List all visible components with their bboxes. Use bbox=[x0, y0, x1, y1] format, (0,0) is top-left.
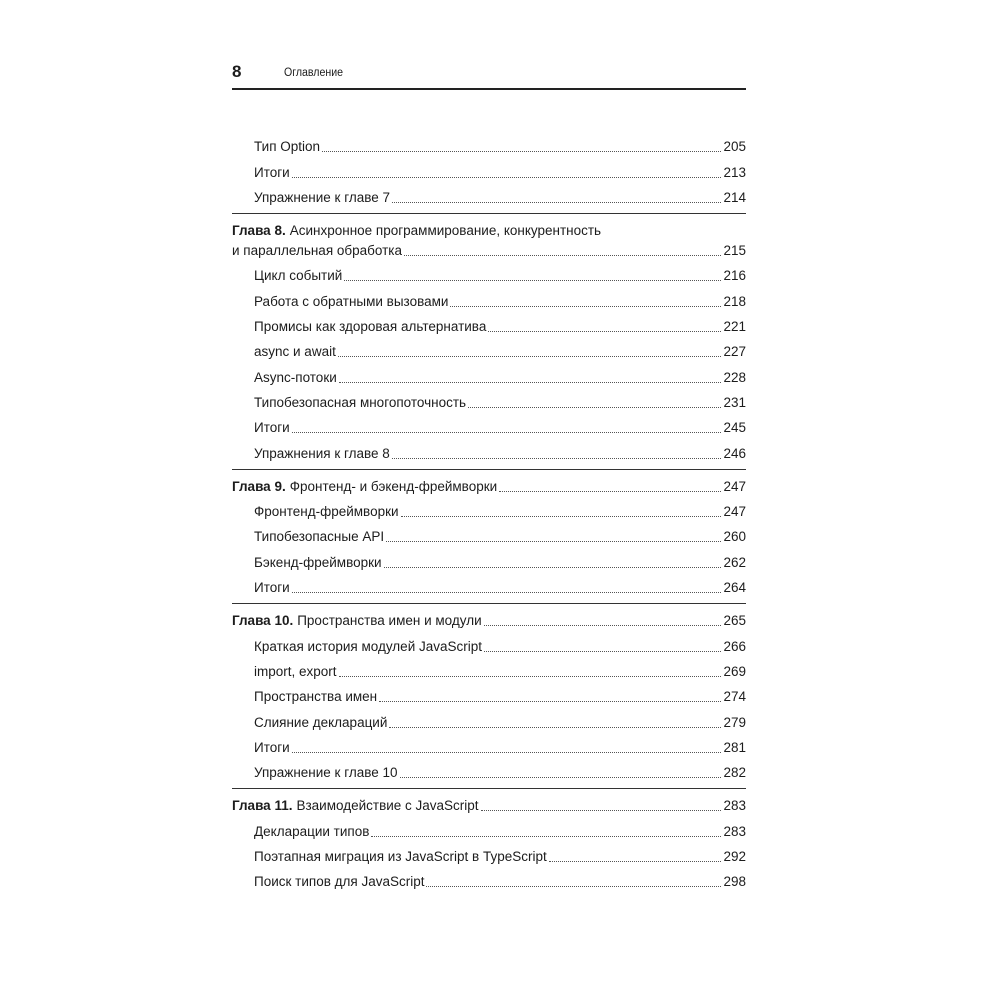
toc-entry-title: Декларации типов bbox=[254, 823, 370, 839]
dot-leader bbox=[404, 255, 721, 256]
dot-leader bbox=[344, 280, 721, 281]
toc-entry bbox=[232, 655, 746, 680]
page-number: 8 bbox=[232, 62, 242, 81]
running-title: Оглавление bbox=[284, 67, 343, 79]
chapter-heading-text bbox=[232, 613, 482, 629]
toc-entry-title: Тип Option bbox=[254, 139, 321, 155]
toc-entry-page: 260 bbox=[723, 529, 746, 545]
dot-leader bbox=[468, 407, 721, 408]
toc-entry-title: Слияние деклараций bbox=[254, 714, 388, 730]
toc-entry-title: Типобезопасные API bbox=[254, 529, 385, 545]
toc-entry-title: Фронтенд-фреймворки bbox=[254, 504, 399, 520]
dot-leader bbox=[392, 458, 722, 459]
toc-entry-title: Типобезопасная многопоточность bbox=[254, 394, 467, 410]
chapter-title: Асинхронное программирование, конкурентность bbox=[289, 223, 602, 239]
dot-leader bbox=[338, 356, 722, 357]
toc-entry-page: 262 bbox=[723, 554, 746, 570]
toc-entry-page: 228 bbox=[723, 369, 746, 385]
toc-entry-title: Поэтапная миграция из JavaScript в TypeScript bbox=[254, 849, 547, 865]
toc-entry bbox=[232, 840, 746, 865]
toc-entry-page: 264 bbox=[723, 580, 746, 596]
toc-entry-page: 221 bbox=[723, 319, 746, 335]
chapter-page: 283 bbox=[723, 798, 746, 814]
dot-leader bbox=[389, 727, 721, 728]
chapter-page: 215 bbox=[723, 243, 746, 259]
dot-leader bbox=[386, 541, 721, 542]
toc-entry-title: Упражнения к главе 8 bbox=[254, 445, 390, 461]
toc-entry-title: Бэкенд-фреймворки bbox=[254, 554, 382, 570]
dot-leader bbox=[371, 836, 721, 837]
toc-entry bbox=[232, 259, 746, 284]
toc-entry-title: Итоги bbox=[254, 739, 290, 755]
toc-entry-page: 283 bbox=[723, 823, 746, 839]
toc-entry-title: Пространства имен bbox=[254, 689, 378, 705]
chapter-label: Глава 9. bbox=[232, 478, 286, 494]
page-header bbox=[232, 60, 746, 90]
toc-entry bbox=[232, 386, 746, 411]
chapter-title-continued: и параллельная обработка bbox=[232, 243, 402, 259]
chapter-page: 247 bbox=[723, 478, 746, 494]
toc-entry bbox=[232, 731, 746, 756]
toc-entry bbox=[232, 571, 746, 596]
toc-entry bbox=[232, 495, 746, 520]
chapter-heading bbox=[232, 604, 746, 629]
dot-leader bbox=[450, 306, 721, 307]
toc-entry-page: 214 bbox=[723, 189, 746, 205]
toc-entry bbox=[232, 310, 746, 335]
toc-entry bbox=[232, 411, 746, 436]
toc-entry-page: 216 bbox=[723, 268, 746, 284]
toc-entry bbox=[232, 155, 746, 180]
chapter-title: Пространства имен и модули bbox=[297, 613, 482, 629]
toc-entry-title: Краткая история модулей JavaScript bbox=[254, 638, 483, 654]
chapter-page: 265 bbox=[723, 613, 746, 629]
toc-entry-title: import, export bbox=[254, 663, 337, 679]
toc-entry-page: 227 bbox=[723, 344, 746, 360]
toc-entry bbox=[232, 335, 746, 360]
toc-entry bbox=[232, 520, 746, 545]
chapter-heading bbox=[232, 239, 746, 259]
toc-entry-page: 266 bbox=[723, 638, 746, 654]
chapter-title: Фронтенд- и бэкенд-фреймворки bbox=[289, 478, 498, 494]
dot-leader bbox=[400, 777, 722, 778]
toc-entry-page: 282 bbox=[723, 765, 746, 781]
chapter-label: Глава 8. bbox=[232, 223, 286, 239]
chapter-heading-line bbox=[232, 214, 746, 239]
chapter-label: Глава 10. bbox=[232, 613, 294, 629]
toc-entry-page: 205 bbox=[723, 139, 746, 155]
toc-entry-page: 218 bbox=[723, 293, 746, 309]
chapter-label: Глава 11. bbox=[232, 798, 293, 814]
dot-leader bbox=[339, 676, 722, 677]
toc-entry-title: Итоги bbox=[254, 580, 290, 596]
toc-entry-page: 292 bbox=[723, 849, 746, 865]
dot-leader bbox=[484, 651, 721, 652]
dot-leader bbox=[392, 202, 721, 203]
chapter-title: Взаимодействие с JavaScript bbox=[296, 798, 479, 814]
toc-entry bbox=[232, 680, 746, 705]
dot-leader bbox=[549, 861, 722, 862]
dot-leader bbox=[339, 382, 722, 383]
table-of-contents bbox=[232, 130, 746, 890]
toc-entry-title: Упражнение к главе 7 bbox=[254, 189, 391, 205]
dot-leader bbox=[484, 625, 722, 626]
toc-entry bbox=[232, 360, 746, 385]
chapter-heading-text bbox=[232, 479, 497, 495]
chapter-heading bbox=[232, 470, 746, 495]
dot-leader bbox=[292, 592, 722, 593]
toc-entry-title: Async-потоки bbox=[254, 369, 337, 385]
toc-entry-title: Итоги bbox=[254, 164, 290, 180]
toc-entry bbox=[232, 436, 746, 461]
toc-entry-page: 281 bbox=[723, 739, 746, 755]
toc-entry bbox=[232, 629, 746, 654]
toc-entry-page: 245 bbox=[723, 420, 746, 436]
dot-leader bbox=[499, 491, 721, 492]
toc-entry-page: 231 bbox=[723, 394, 746, 410]
toc-entry bbox=[232, 756, 746, 781]
toc-entry-page: 247 bbox=[723, 504, 746, 520]
toc-entry-title: Промисы как здоровая альтернатива bbox=[254, 319, 487, 335]
toc-entry bbox=[232, 545, 746, 570]
dot-leader bbox=[292, 752, 722, 753]
toc-entry bbox=[232, 181, 746, 206]
toc-entry-page: 298 bbox=[723, 874, 746, 890]
toc-entry bbox=[232, 284, 746, 309]
toc-entry bbox=[232, 130, 746, 155]
toc-entry bbox=[232, 814, 746, 839]
dot-leader bbox=[481, 810, 722, 811]
toc-entry-page: 246 bbox=[723, 445, 746, 461]
dot-leader bbox=[426, 886, 721, 887]
chapter-heading-text bbox=[232, 798, 479, 814]
toc-entry-page: 274 bbox=[723, 689, 746, 705]
chapter-heading bbox=[232, 789, 746, 814]
dot-leader bbox=[379, 701, 721, 702]
dot-leader bbox=[292, 177, 722, 178]
dot-leader bbox=[384, 567, 722, 568]
toc-entry-page: 279 bbox=[723, 714, 746, 730]
toc-entry-title: Упражнение к главе 10 bbox=[254, 765, 398, 781]
toc-entry bbox=[232, 865, 746, 890]
toc-entry-title: Цикл событий bbox=[254, 268, 343, 284]
toc-entry-title: Итоги bbox=[254, 420, 290, 436]
toc-entry-title: async и await bbox=[254, 344, 336, 360]
dot-leader bbox=[488, 331, 721, 332]
toc-entry-page: 213 bbox=[723, 164, 746, 180]
dot-leader bbox=[401, 516, 722, 517]
dot-leader bbox=[322, 151, 721, 152]
toc-entry-page: 269 bbox=[723, 663, 746, 679]
dot-leader bbox=[292, 432, 722, 433]
toc-entry bbox=[232, 705, 746, 730]
toc-entry-title: Работа с обратными вызовами bbox=[254, 293, 449, 309]
toc-entry-title: Поиск типов для JavaScript bbox=[254, 874, 425, 890]
